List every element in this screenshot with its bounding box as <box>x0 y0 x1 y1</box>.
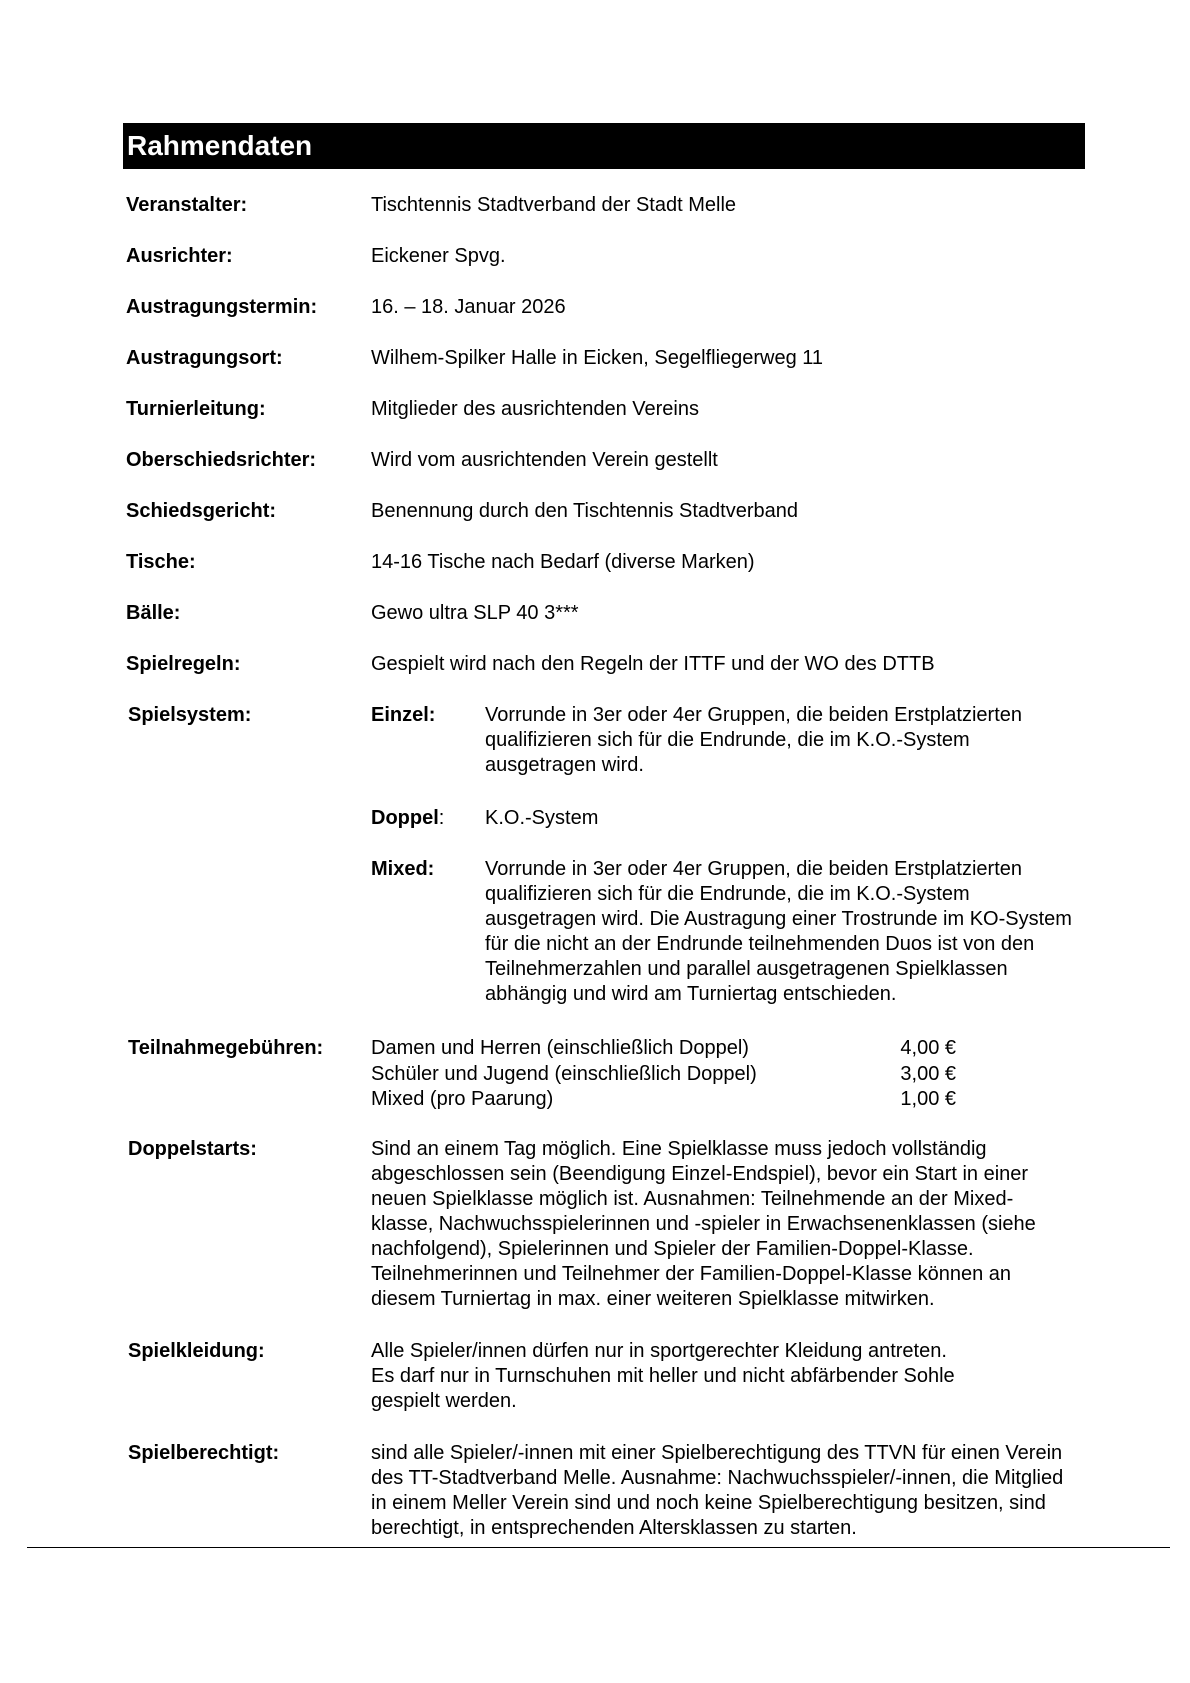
text-spielberechtigt: sind alle Spieler/-innen mit einer Spielberechtigung des TTVN für einen Verein des TT-Stadtverband Melle. Ausnahme: Nachwuchsspieler/-innen, die Mitglied in einem Meller Verein sind und noch keine Spielberechtigung besitzen, sind berechtigt, in entsprechenden Altersklassen zu starten. <box>371 1442 1064 1539</box>
value-tische: 14-16 Tische nach Bedarf (diverse Marken) <box>371 551 755 573</box>
spielkleidung-line-1: Alle Spieler/innen dürfen nur in sportgerechter Kleidung antreten. <box>371 1340 947 1362</box>
fee-amount: 1,00 € <box>900 1088 956 1110</box>
section-title: Rahmendaten <box>127 130 313 161</box>
value-austragungsort: Wilhem-Spilker Halle in Eicken, Segelfliegerweg 11 <box>371 347 824 369</box>
sublabel-doppel <box>371 806 444 831</box>
value-veranstalter: Tischtennis Stadtverband der Stadt Melle <box>371 194 737 216</box>
text-spielkleidung <box>371 1339 1071 1414</box>
fee-row <box>371 1036 956 1062</box>
value-schiedsgericht: Benennung durch den Tischtennis Stadtverband <box>371 500 798 522</box>
spielkleidung-line-2: Es darf nur in Turnschuhen mit heller und nicht abfärbender Sohle gespielt werden. <box>371 1365 955 1412</box>
sublabel-einzel: Einzel: <box>371 704 436 726</box>
fee-label: Damen und Herren (einschließlich Doppel) <box>371 1037 749 1059</box>
fee-amount: 3,00 € <box>900 1063 956 1085</box>
text-doppelstarts: Sind an einem Tag möglich. Eine Spielklasse muss jedoch vollständig abgeschlossen sein (Beendigung Einzel-Endspiel), bevor ein Start in einer neuen Spielklasse möglich ist. Ausnahmen: Teilnehmende an der Mixed-klasse, Nachwuchsspielerinnen und -spieler in Erwachsenenklassen (siehe nachfolgend), Spielerinnen und Spieler der Familien-Doppel-Klasse. Teilnehmerinnen und Teilnehmer der Familien-Doppel-Klasse können an diesem Turniertag in max. einer weiteren Spielklasse mitwirken. <box>371 1138 1036 1310</box>
value-oberschiedsrichter: Wird vom ausrichtenden Verein gestellt <box>371 449 718 471</box>
label-spielregeln: Spielregeln: <box>126 653 241 675</box>
label-austragungsort: Austragungsort: <box>126 347 283 369</box>
value-austragungstermin: 16. – 18. Januar 2026 <box>371 296 566 318</box>
fee-label: Schüler und Jugend (einschließlich Doppel) <box>371 1063 757 1085</box>
fee-row <box>371 1062 956 1088</box>
text-einzel: Vorrunde in 3er oder 4er Gruppen, die beiden Erstplatzierten qualifizieren sich für die Endrunde, die im K.O.-System ausgetragen wird. <box>485 704 1023 776</box>
text-mixed: Vorrunde in 3er oder 4er Gruppen, die beiden Erstplatzierten qualifizieren sich für die Endrunde, die im K.O.-System ausgetragen wird. Die Austragung einer Trostrunde im KO-System für die nicht an der Endrunde teilnehmenden Duos ist von den Teilnehmerzahlen und parallel ausgetragenen Spielklassen abhängig und wird am Turniertag entschieden. <box>485 858 1072 1005</box>
label-schiedsgericht: Schiedsgericht: <box>126 500 277 522</box>
sublabel-doppel-colon: : <box>438 807 445 829</box>
fee-row <box>371 1087 956 1113</box>
label-spielkleidung: Spielkleidung: <box>128 1340 265 1362</box>
value-turnierleitung: Mitglieder des ausrichtenden Vereins <box>371 398 699 420</box>
sublabel-doppel-text: Doppel <box>371 807 439 829</box>
label-spielsystem: Spielsystem: <box>128 704 252 726</box>
text-doppel: K.O.-System <box>485 807 599 829</box>
label-doppelstarts: Doppelstarts: <box>128 1138 257 1160</box>
label-tische: Tische: <box>126 551 196 573</box>
fee-amount: 4,00 € <box>900 1037 956 1059</box>
label-ausrichter: Ausrichter: <box>126 245 233 267</box>
label-teilnahmegebuehren: Teilnahmegebühren: <box>128 1037 324 1059</box>
label-veranstalter: Veranstalter: <box>126 194 248 216</box>
label-oberschiedsrichter: Oberschiedsrichter: <box>126 449 317 471</box>
bottom-divider <box>27 1547 1170 1548</box>
label-spielberechtigt: Spielberechtigt: <box>128 1442 280 1464</box>
label-turnierleitung: Turnierleitung: <box>126 398 266 420</box>
section-header <box>123 123 1085 169</box>
label-baelle: Bälle: <box>126 602 181 624</box>
fee-label: Mixed (pro Paarung) <box>371 1088 554 1110</box>
sublabel-mixed: Mixed: <box>371 858 435 880</box>
value-ausrichter: Eickener Spvg. <box>371 245 506 267</box>
value-spielregeln: Gespielt wird nach den Regeln der ITTF und der WO des DTTB <box>371 653 935 675</box>
label-austragungstermin: Austragungstermin: <box>126 296 318 318</box>
value-baelle: Gewo ultra SLP 40 3*** <box>371 602 579 624</box>
